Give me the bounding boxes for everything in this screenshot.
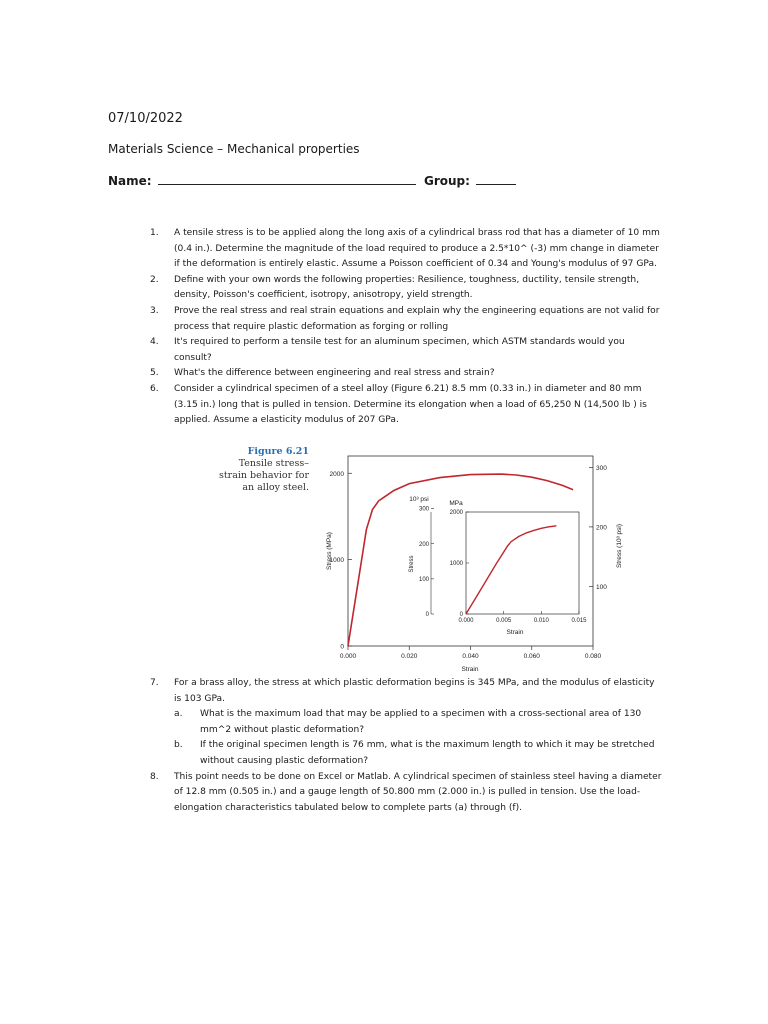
subquestion-item: [174, 707, 662, 738]
inset-psi-tick-label: 200: [418, 541, 429, 548]
subquestion-letter: b.: [174, 740, 183, 751]
question-number: 5.: [150, 368, 159, 379]
question-text: This point needs to be done on Excel or Matlab. A cylindrical specimen of stainless steel having a diameter of 12.8 mm (0.505 in.) and a gauge length of 50.800 mm (2.000 in.) is pulled in tension. Use the load-elongation characteristics tabulated below to complete parts (a) through (f).: [174, 771, 662, 813]
subquestion-list: [150, 707, 662, 769]
inset-plot-frame: [466, 512, 579, 614]
main-x-tick-label: 0.020: [401, 653, 418, 660]
inset-mpa-tick-label: 1000: [449, 561, 463, 568]
question-item: [150, 770, 662, 817]
main-y-axis-label: Stress (MPa): [326, 532, 333, 570]
group-blank: [476, 172, 516, 185]
main-x-tick-label: 0.060: [523, 653, 540, 660]
question-list: [150, 226, 662, 429]
inset-stress-strain-curve: [466, 526, 556, 614]
question-text: Consider a cylindrical specimen of a steel alloy (Figure 6.21) 8.5 mm (0.33 in.) in diameter and 80 mm (3.15 in.) long that is pulled in tension. Determine its elongation when a load of 65,250 N (14,500 lb ) is applied. Assume a elasticity modulus of 207 GPa.: [174, 383, 647, 426]
question-item: [150, 366, 662, 382]
main-y-tick-label: 2000: [329, 470, 344, 478]
inset-psi-tick-label: 100: [418, 577, 429, 584]
inset-y-axis-label: Stress: [409, 555, 415, 573]
name-label: Name:: [108, 174, 152, 188]
question-text: A tensile stress is to be applied along the long axis of a cylindrical brass rod that has a diameter of 10 mm (0.4 in.). Determine the magnitude of the load required to produce a 2.5*10^ (-3) mm change in diameter if the deformation is entirely elastic. Assume a Poisson coefficient of 0.34 and Young's modulus of 97 GPa.: [174, 228, 660, 270]
main-x-tick-label: 0.040: [462, 653, 479, 660]
right-y-tick-label: 300: [596, 464, 607, 472]
question-number: 4.: [150, 337, 159, 348]
main-x-tick-label: 0.080: [584, 653, 602, 660]
subquestion-item: [174, 738, 662, 769]
question-text: It's required to perform a tensile test for an aluminum specimen, which ASTM standards would you consult?: [174, 337, 625, 363]
question-text: Define with your own words the following properties: Resilience, toughness, ductility, tensile strength, density, Poisson's coefficient, isotropy, anisotropy, yield strength.: [174, 274, 640, 301]
question-number: 1.: [150, 228, 159, 238]
inset-x-tick-label: 0.010: [533, 618, 549, 624]
inset-mpa-tick-label: 2000: [449, 510, 463, 517]
question-number: 6.: [150, 383, 159, 394]
question-item: [150, 335, 662, 366]
subquestion-text: If the original specimen length is 76 mm, what is the maximum length to which it may be stretched without causing plastic deformation?: [200, 740, 655, 766]
question-item: [150, 273, 662, 304]
question-text: For a brass alloy, the stress at which plastic deformation begins is 345 MPa, and the modulus of elasticity is 103 GPa.: [174, 678, 655, 704]
subquestion-letter: a.: [174, 709, 183, 720]
figure-caption-text: Tensile stress–strain behavior for an alloy steel.: [218, 458, 309, 493]
question-text: What's the difference between engineering and real stress and strain?: [174, 368, 495, 379]
date: 07/10/2022: [108, 111, 183, 126]
inset-x-axis-label: Strain: [506, 629, 524, 636]
inset-mpa-tick-label: 0: [459, 612, 463, 619]
figure-6-21: [213, 446, 623, 676]
question-text: Prove the real stress and real strain equations and explain why the engineering equations are not valid for process that require plastic deformation as forging or rolling: [174, 305, 660, 332]
inset-x-tick-label: 0.005: [496, 618, 512, 624]
figure-number: Figure 6.21: [247, 446, 309, 457]
main-y-tick-label: 1000: [329, 557, 344, 565]
question-item: [150, 304, 662, 335]
group-label: Group:: [423, 174, 470, 188]
name-group-line: [108, 172, 520, 188]
inset-x-tick-label: 0.000: [458, 618, 474, 624]
subquestion-text: What is the maximum load that may be applied to a specimen with a cross-sectional area of 130 mm^2 without plastic deformation?: [200, 709, 642, 735]
question-number: 3.: [150, 305, 159, 316]
inset-psi-tick-label: 300: [418, 506, 429, 513]
main-x-tick-label: 0.000: [339, 653, 357, 660]
inset-psi-tick-label: 0: [425, 612, 429, 619]
question-number: 8.: [150, 771, 159, 782]
main-x-axis-label: Strain: [461, 666, 479, 673]
question-item: [150, 676, 662, 707]
stress-strain-chart: [213, 446, 623, 676]
question-item: [150, 226, 662, 273]
inset-x-tick-label: 0.015: [571, 618, 587, 624]
name-blank: [158, 172, 416, 185]
right-y-tick-label: 200: [596, 524, 607, 532]
right-y-axis-label: Stress (10³ psi): [616, 523, 623, 569]
inset-mpa-unit: MPa: [449, 500, 463, 507]
question-item: [150, 382, 662, 429]
main-y-tick-label: 0: [340, 643, 344, 651]
question-list-continued: [150, 676, 662, 816]
inset-psi-unit: 10³ psi: [409, 496, 429, 503]
course-title: Materials Science – Mechanical properties: [108, 142, 360, 156]
question-number: 7.: [150, 678, 159, 688]
question-number: 2.: [150, 274, 159, 285]
right-y-tick-label: 100: [596, 583, 607, 591]
